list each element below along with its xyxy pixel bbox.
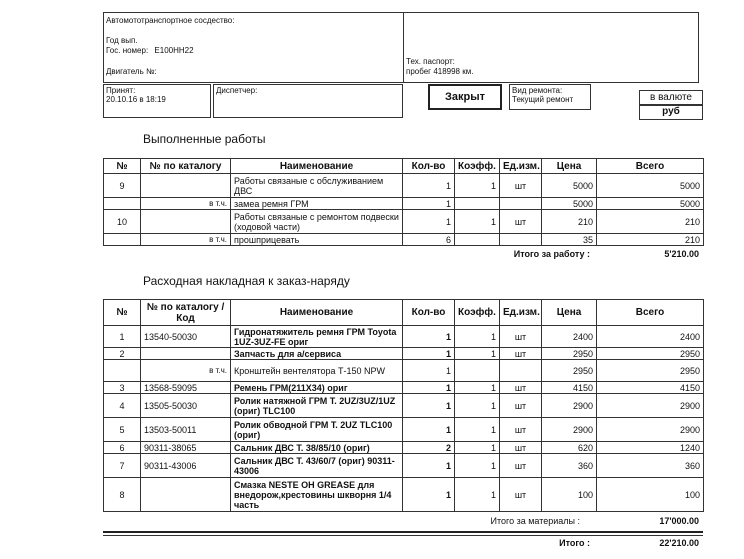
col-coef: Коэфф. [455, 300, 500, 326]
cell-total: 210 [597, 234, 704, 246]
cell-qty: 1 [403, 394, 455, 418]
table-row [104, 326, 704, 348]
works-total-value: 5'210.00 [664, 249, 699, 259]
cell-price: 4150 [542, 382, 597, 394]
cell-no: 6 [104, 442, 141, 454]
table-row [104, 210, 704, 234]
mileage-value: пробег 418998 км. [406, 67, 474, 76]
cell-qty: 1 [403, 210, 455, 234]
cell-unit: шт [500, 210, 542, 234]
grand-total-value: 22'210.00 [659, 538, 699, 548]
cell-total: 2400 [597, 326, 704, 348]
cell-catalog: в т.ч. [141, 198, 231, 210]
engine-label: Двигатель №: [106, 67, 157, 76]
cell-total: 2900 [597, 418, 704, 442]
cell-name: Сальник ДВС Т. 38/85/10 (ориг) [231, 442, 403, 454]
col-catalog: № по каталогу / Код [141, 300, 231, 326]
cell-price: 210 [542, 210, 597, 234]
cell-catalog: 13568-59095 [141, 382, 231, 394]
cell-catalog [141, 174, 231, 198]
cell-name: Работы связаные с обслуживанием ДВС [231, 174, 403, 198]
cell-name: Смазка NESTE OH GREASE для внедорож,крестовины шкворня 1/4 часть [231, 478, 403, 512]
cell-coef: 1 [455, 454, 500, 478]
cell-no: 4 [104, 394, 141, 418]
cell-total: 360 [597, 454, 704, 478]
cell-no: 7 [104, 454, 141, 478]
table-row [104, 478, 704, 512]
table-row [104, 382, 704, 394]
table-row [104, 442, 704, 454]
materials-header-row [104, 300, 704, 326]
cell-unit: шт [500, 348, 542, 360]
cell-name: прошприцевать [231, 234, 403, 246]
cell-qty: 1 [403, 198, 455, 210]
cell-total: 2950 [597, 348, 704, 360]
accepted-box [103, 84, 211, 118]
cell-price: 5000 [542, 198, 597, 210]
cell-coef: 1 [455, 174, 500, 198]
cell-unit: шт [500, 442, 542, 454]
cell-name: Ремень ГРМ(211X34) ориг [231, 382, 403, 394]
cell-no [104, 234, 141, 246]
cell-price: 2900 [542, 418, 597, 442]
accepted-date: 20.10.16 в 18:19 [106, 95, 166, 104]
cell-total: 5000 [597, 174, 704, 198]
cell-no: 9 [104, 174, 141, 198]
cell-unit: шт [500, 394, 542, 418]
cell-price: 620 [542, 442, 597, 454]
repair-type-value: Текущий ремонт [512, 95, 574, 104]
materials-total-label: Итого за материалы : [490, 516, 580, 526]
cell-catalog [141, 348, 231, 360]
col-catalog: № по каталогу [141, 159, 231, 174]
works-total-label: Итого за работу : [513, 249, 590, 259]
cell-coef: 1 [455, 418, 500, 442]
table-row [104, 454, 704, 478]
cell-catalog: в т.ч. [141, 234, 231, 246]
accepted-label: Принят: [106, 86, 136, 95]
cell-catalog: в т.ч. [141, 360, 231, 382]
col-no: № [104, 159, 141, 174]
cell-no: 5 [104, 418, 141, 442]
status-closed-button[interactable]: Закрыт [428, 84, 502, 110]
table-row [104, 418, 704, 442]
company-label: Автомототранспортное сосдество: [106, 16, 235, 25]
cell-price: 2400 [542, 326, 597, 348]
cell-total: 5000 [597, 198, 704, 210]
cell-price: 360 [542, 454, 597, 478]
cell-coef [455, 198, 500, 210]
header-top-border [103, 12, 699, 13]
cell-unit: шт [500, 382, 542, 394]
table-row [104, 234, 704, 246]
cell-price: 100 [542, 478, 597, 512]
repair-type-label: Вид ремонта: [512, 86, 563, 95]
col-qty: Кол-во [403, 300, 455, 326]
col-coef: Коэфф. [455, 159, 500, 174]
cell-unit: шт [500, 418, 542, 442]
cell-name: Запчасть для а/сервиса [231, 348, 403, 360]
cell-no: 1 [104, 326, 141, 348]
works-table [103, 158, 704, 246]
cell-unit: шт [500, 454, 542, 478]
cell-name: Кронштейн вентелятора Т-150 NPW [231, 360, 403, 382]
col-name: Наименование [231, 159, 403, 174]
dispatcher-label: Диспетчер: [216, 86, 258, 95]
table-row [104, 348, 704, 360]
cell-qty: 1 [403, 360, 455, 382]
gos-value: Е100НН22 [154, 46, 194, 55]
cell-catalog: 90311-38065 [141, 442, 231, 454]
header-right-border [698, 12, 699, 82]
col-price: Цена [542, 159, 597, 174]
cell-price: 2950 [542, 348, 597, 360]
repair-type-box [509, 84, 591, 110]
table-row [104, 174, 704, 198]
grand-total-divider-thin [103, 535, 703, 536]
cell-unit: шт [500, 326, 542, 348]
works-title: Выполненные работы [143, 132, 266, 146]
cell-coef [455, 360, 500, 382]
cell-coef: 1 [455, 382, 500, 394]
cell-price: 2900 [542, 394, 597, 418]
cell-qty: 2 [403, 442, 455, 454]
cell-catalog: 13505-50030 [141, 394, 231, 418]
cell-catalog [141, 478, 231, 512]
materials-total-value: 17'000.00 [659, 516, 699, 526]
materials-title: Расходная накладная к заказ-наряду [143, 274, 350, 288]
cell-catalog [141, 210, 231, 234]
cell-unit [500, 234, 542, 246]
col-no: № [104, 300, 141, 326]
table-row [104, 360, 704, 382]
cell-no: 10 [104, 210, 141, 234]
year-label: Год вып. [106, 36, 138, 45]
cell-unit [500, 198, 542, 210]
cell-coef: 1 [455, 326, 500, 348]
cell-unit: шт [500, 174, 542, 198]
cell-price: 35 [542, 234, 597, 246]
col-total: Всего [597, 300, 704, 326]
tech-passport-label: Тех. паспорт: [406, 57, 455, 66]
header-left-border [103, 12, 104, 82]
table-row [104, 198, 704, 210]
col-qty: Кол-во [403, 159, 455, 174]
cell-total: 4150 [597, 382, 704, 394]
table-row [104, 394, 704, 418]
cell-qty: 1 [403, 326, 455, 348]
cell-catalog: 13503-50011 [141, 418, 231, 442]
cell-name: Ролик обводной ГРМ Т. 2UZ TLC100 (ориг) [231, 418, 403, 442]
cell-name: Гидронатяжитель ремня ГРМ Toyota 1UZ-3UZ-FE ориг [231, 326, 403, 348]
currency-value: руб [639, 104, 703, 120]
cell-coef: 1 [455, 442, 500, 454]
cell-qty: 1 [403, 348, 455, 360]
cell-qty: 1 [403, 454, 455, 478]
dispatcher-box [213, 84, 403, 118]
cell-total: 2900 [597, 394, 704, 418]
cell-name: Работы связаные с ремонтом подвески (ходовой части) [231, 210, 403, 234]
grand-total-divider [103, 531, 703, 533]
cell-no: 8 [104, 478, 141, 512]
gos-label: Гос. номер: [106, 46, 149, 55]
header-mid-border [403, 12, 404, 82]
col-price: Цена [542, 300, 597, 326]
cell-qty: 1 [403, 382, 455, 394]
materials-table [103, 299, 704, 512]
cell-coef: 1 [455, 478, 500, 512]
cell-qty: 1 [403, 478, 455, 512]
header-bottom-border [103, 82, 699, 83]
currency-label: в валюте [639, 90, 703, 106]
cell-no [104, 360, 141, 382]
cell-qty: 6 [403, 234, 455, 246]
cell-coef: 1 [455, 394, 500, 418]
cell-unit: шт [500, 478, 542, 512]
cell-qty: 1 [403, 174, 455, 198]
cell-no: 2 [104, 348, 141, 360]
cell-name: Сальник ДВС Т. 43/60/7 (ориг) 90311-43006 [231, 454, 403, 478]
cell-no: 3 [104, 382, 141, 394]
cell-name: Ролик натяжной ГРМ Т. 2UZ/3UZ/1UZ (ориг) TLC100 [231, 394, 403, 418]
col-total: Всего [597, 159, 704, 174]
cell-coef: 1 [455, 348, 500, 360]
cell-total: 2950 [597, 360, 704, 382]
col-unit: Ед.изм. [500, 159, 542, 174]
cell-catalog: 13540-50030 [141, 326, 231, 348]
cell-name: замеа ремня ГРМ [231, 198, 403, 210]
cell-price: 2950 [542, 360, 597, 382]
cell-total: 100 [597, 478, 704, 512]
cell-total: 210 [597, 210, 704, 234]
grand-total-label: Итого : [559, 538, 590, 548]
cell-coef: 1 [455, 210, 500, 234]
works-header-row [104, 159, 704, 174]
cell-price: 5000 [542, 174, 597, 198]
cell-total: 1240 [597, 442, 704, 454]
cell-unit [500, 360, 542, 382]
col-name: Наименование [231, 300, 403, 326]
gos-number [106, 46, 194, 55]
cell-coef [455, 234, 500, 246]
cell-qty: 1 [403, 418, 455, 442]
cell-no [104, 198, 141, 210]
col-unit: Ед.изм. [500, 300, 542, 326]
cell-catalog: 90311-43006 [141, 454, 231, 478]
